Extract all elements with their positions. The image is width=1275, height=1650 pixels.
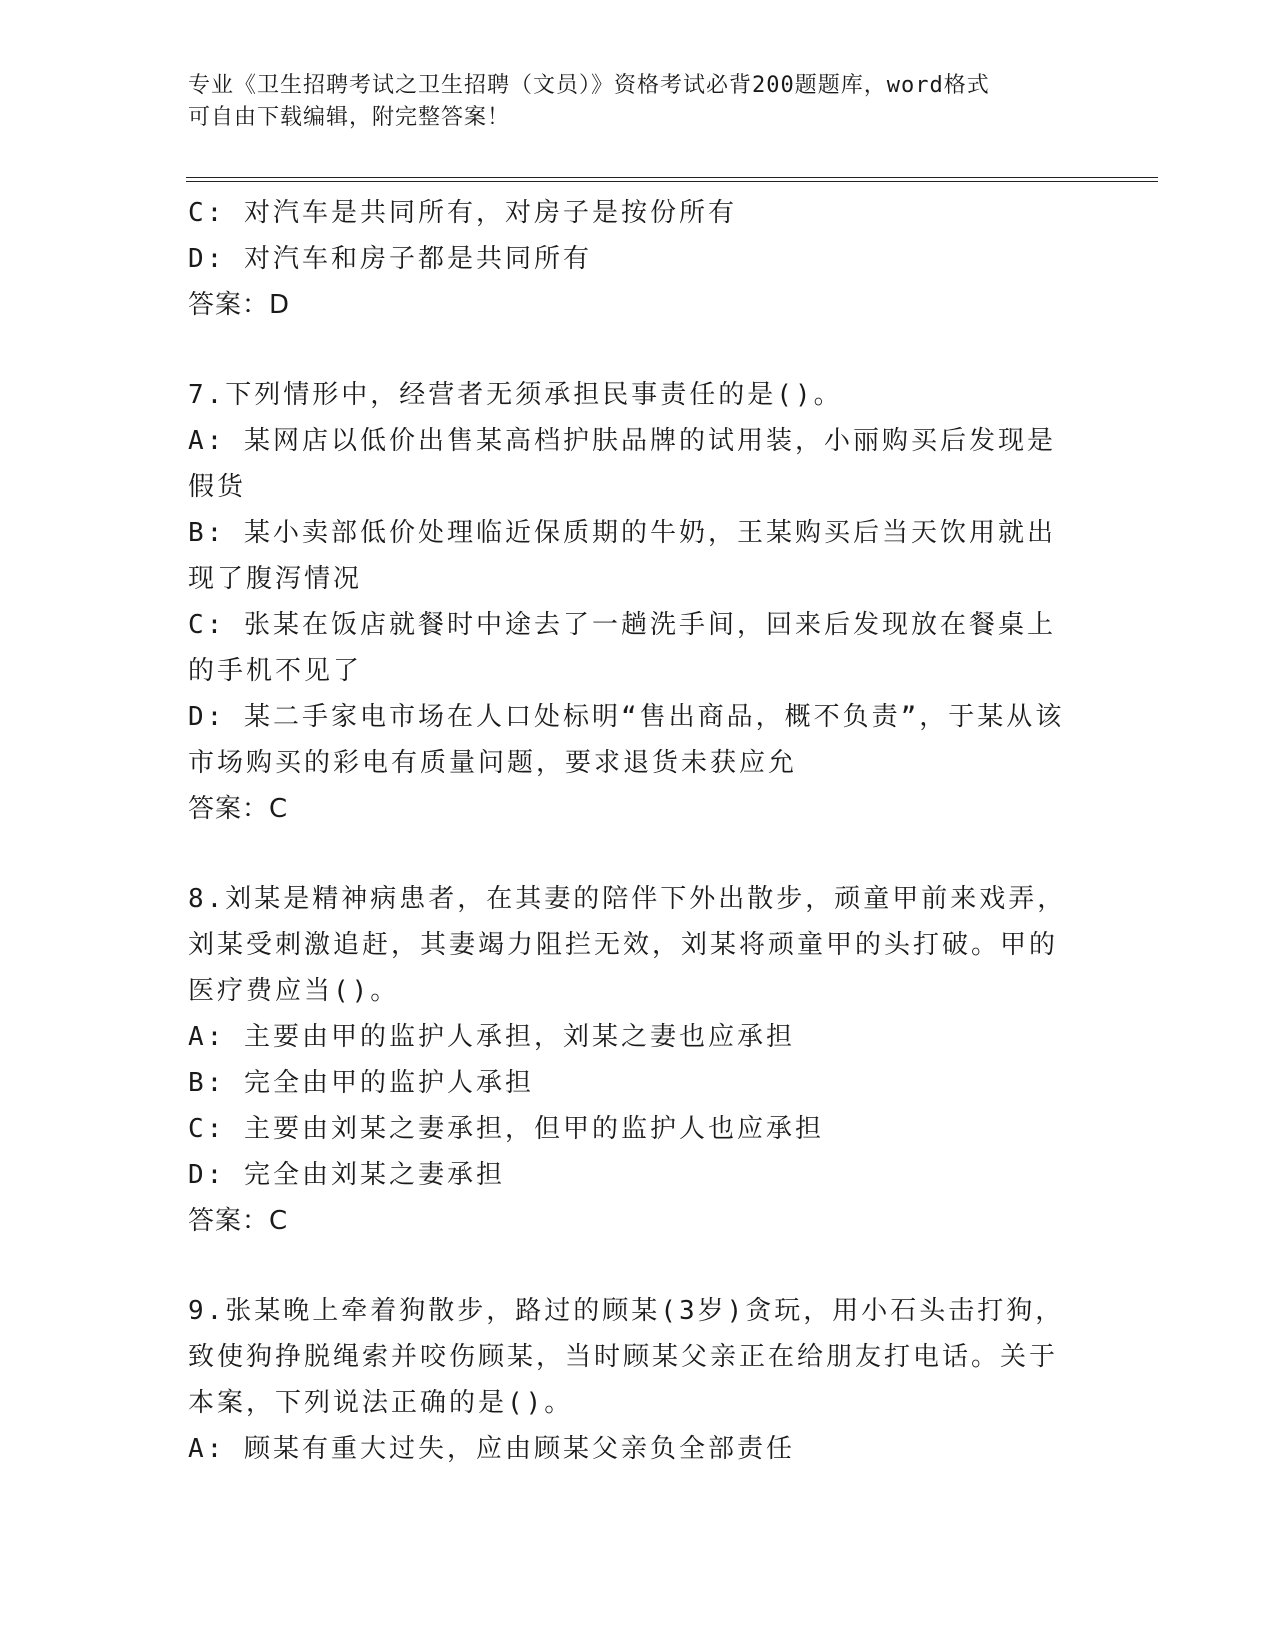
option-d: D: 对汽车和房子都是共同所有 xyxy=(188,244,592,274)
option-d: D: 某二手家电市场在人口处标明“售出商品，概不负责”，于某从该市场购买的彩电有质量问题，要求退货未获应允 xyxy=(188,702,1065,778)
answer: 答案：D xyxy=(188,290,291,320)
question-8 xyxy=(188,876,1076,1244)
question-stem: 7.下列情形中，经营者无须承担民事责任的是()。 xyxy=(188,380,843,410)
spacer xyxy=(188,1244,1076,1288)
option-a: A: 顾某有重大过失，应由顾某父亲负全部责任 xyxy=(188,1434,795,1464)
answer: 答案：C xyxy=(188,1206,289,1236)
spacer xyxy=(188,328,1076,372)
option-c: C: 主要由刘某之妻承担，但甲的监护人也应承担 xyxy=(188,1114,824,1144)
question-stem: 8.刘某是精神病患者，在其妻的陪伴下外出散步，顽童甲前来戏弄，刘某受刺激追赶，其妻竭力阻拦无效，刘某将顽童甲的头打破。甲的医疗费应当()。 xyxy=(188,884,1067,1006)
question-stem: 9.张某晚上牵着狗散步，路过的顾某(3岁)贪玩，用小石头击打狗，致使狗挣脱绳索并咬伤顾某，当时顾某父亲正在给朋友打电话。关于本案，下列说法正确的是()。 xyxy=(188,1296,1065,1418)
header-divider-bottom xyxy=(186,181,1158,182)
spacer xyxy=(188,832,1076,876)
answer: 答案：C xyxy=(188,794,289,824)
document-header xyxy=(188,70,1088,134)
option-b: B: 完全由甲的监护人承担 xyxy=(188,1068,534,1098)
header-line-2: 可自由下载编辑，附完整答案！ xyxy=(188,105,511,130)
question-list xyxy=(188,190,1076,1472)
header-line-1: 专业《卫生招聘考试之卫生招聘（文员）》资格考试必背200题题库，word格式 xyxy=(188,73,990,98)
question-9 xyxy=(188,1288,1076,1472)
option-a: A: 某网店以低价出售某高档护肤品牌的试用装，小丽购买后发现是假货 xyxy=(188,426,1056,502)
header-divider-top xyxy=(186,177,1158,178)
question-6-tail xyxy=(188,190,1076,328)
question-7 xyxy=(188,372,1076,832)
option-c: C: 张某在饭店就餐时中途去了一趟洗手间，回来后发现放在餐桌上的手机不见了 xyxy=(188,610,1056,686)
option-d: D: 完全由刘某之妻承担 xyxy=(188,1160,505,1190)
option-a: A: 主要由甲的监护人承担，刘某之妻也应承担 xyxy=(188,1022,795,1052)
option-b: B: 某小卖部低价处理临近保质期的牛奶，王某购买后当天饮用就出现了腹泻情况 xyxy=(188,518,1056,594)
option-c: C: 对汽车是共同所有，对房子是按份所有 xyxy=(188,198,737,228)
